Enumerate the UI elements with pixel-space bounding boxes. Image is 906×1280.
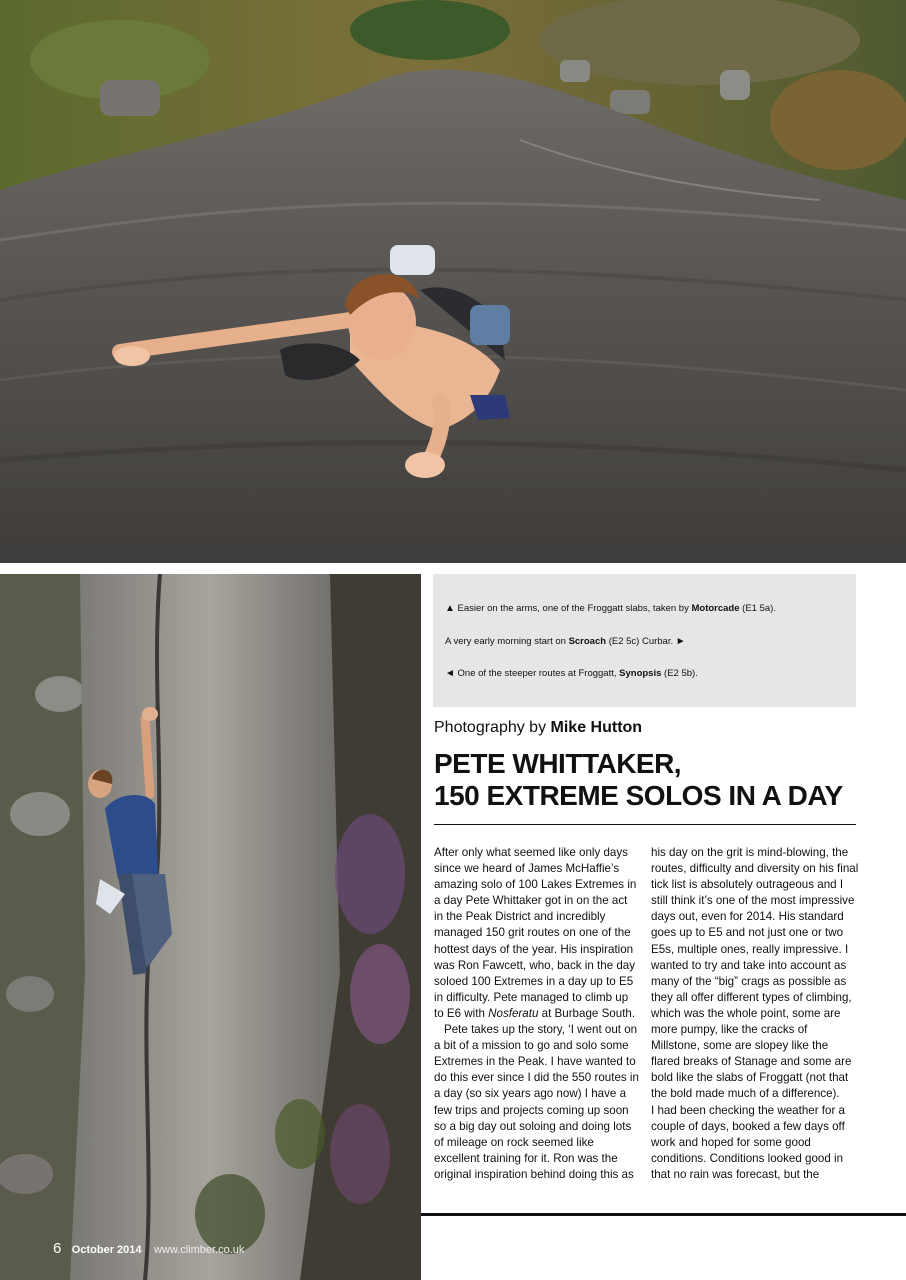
text-line: managed 150 grit routes on one of the	[434, 926, 631, 940]
text-line: I had been checking the weather for a	[651, 1103, 846, 1117]
caption-grade: (E2 5c) Curbar.	[606, 636, 674, 647]
text-line: days out, even for 2014. His standard	[651, 910, 844, 924]
text-line: in the Peak District and incredibly	[434, 910, 606, 924]
text-line: routes, difficulty and diversity on his final	[651, 862, 859, 876]
text-line: the bold made much of a difference).	[651, 1087, 840, 1101]
text-line: original inspiration behind doing this as	[434, 1167, 634, 1181]
slab-climber-illustration	[0, 0, 906, 563]
text-line: couple of days, booked a few days off	[651, 1119, 845, 1133]
caption-text: Easier on the arms, one of the Froggatt slabs, taken by	[457, 603, 692, 614]
caption-left-photo	[445, 668, 698, 679]
text-fragment: at Burbage South.	[538, 1006, 636, 1020]
body-column-1	[434, 845, 639, 1183]
photographer-name: Mike Hutton	[550, 719, 643, 736]
bottom-divider	[421, 1213, 906, 1216]
text-line: more pumpy, like the cracks of	[651, 1023, 808, 1037]
triangle-left-icon: ◄	[445, 668, 455, 679]
caption-grade: (E2 5b).	[661, 668, 698, 679]
route-name-italic: Nosferatu	[488, 1006, 539, 1020]
route-name: Synopsis	[619, 668, 662, 679]
text-line: After only what seemed like only days	[434, 846, 628, 859]
caption-right-photo	[445, 636, 686, 647]
text-line: which was the whole point, some are	[651, 1006, 841, 1020]
article-headline	[434, 748, 864, 812]
headline-line-1: PETE WHITTAKER,	[434, 748, 682, 779]
triangle-up-icon: ▲	[445, 603, 455, 614]
text-line: Extremes in the Peak. I have wanted to	[434, 1055, 636, 1069]
text-line: E5s, multiple ones, really impressive. I	[651, 942, 849, 956]
issue-date: October 2014	[71, 1244, 142, 1256]
text-line: that no rain was forecast, but the	[651, 1167, 820, 1181]
caption-text: A very early morning start on	[445, 636, 569, 647]
text-line: few trips and projects coming up soon	[434, 1103, 629, 1117]
text-line: excellent training for it. Ron was the	[434, 1151, 618, 1165]
route-name: Motorcade	[691, 603, 740, 614]
photo-credit-prefix: Photography by	[434, 719, 551, 736]
body-column-2	[651, 845, 859, 1183]
text-line: soloed 100 Extremes in a day up to E5	[434, 974, 634, 988]
photo-credit	[434, 719, 642, 737]
text-line: of mileage on rock seemed like	[434, 1135, 594, 1149]
text-line: goes up to E5 and not just one or two	[651, 926, 844, 940]
text-line: so a big day out soloing and doing lots	[434, 1119, 632, 1133]
text-line: hottest days of the year. His inspiration	[434, 942, 634, 956]
text-line: his day on the grit is mind-blowing, the	[651, 846, 849, 859]
text-line: amazing solo of 100 Lakes Extremes in	[434, 878, 637, 892]
text-line: still think it’s one of the most impressive	[651, 894, 855, 908]
page-number: 6	[53, 1240, 62, 1257]
top-climbing-photo	[0, 0, 906, 563]
text-line: tick list is absolutely outrageous and I	[651, 878, 844, 892]
text-line: do this ever since I did the 550 routes in	[434, 1071, 639, 1085]
crack-climber-illustration	[0, 574, 421, 1280]
text-line: conditions. Conditions looked good in	[651, 1151, 844, 1165]
page-footer	[53, 1240, 244, 1258]
text-line	[434, 1006, 639, 1022]
triangle-right-icon: ►	[675, 636, 686, 647]
caption-text: One of the steeper routes at Froggatt,	[457, 668, 620, 679]
text-line: a day (so six years ago now) I have a	[434, 1087, 627, 1101]
caption-grade: (E1 5a).	[739, 603, 776, 614]
text-line: work and hoped for some good	[651, 1135, 811, 1149]
route-name: Scroach	[568, 636, 607, 647]
text-line: bold like the slabs of Froggatt (not that	[651, 1071, 849, 1085]
text-line: wanted to try and take into account as	[651, 958, 847, 972]
text-line: Pete takes up the story, ‘I went out on	[444, 1023, 638, 1037]
text-line: Millstone, some are slopey like the	[651, 1039, 829, 1053]
text-line: many of the “big” crags as possible as	[651, 974, 847, 988]
text-line: a bit of a mission to go and solo some	[434, 1039, 629, 1053]
headline-line-2: 150 EXTREME SOLOS IN A DAY	[434, 780, 843, 811]
photo-captions-box	[433, 574, 856, 707]
text-line: was Ron Fawcett, who, back in the day	[434, 958, 636, 972]
text-line: a day Pete Whittaker got in on the act	[434, 894, 628, 908]
text-fragment: to E6 with	[434, 1006, 489, 1020]
text-line: in difficulty. Pete managed to climb up	[434, 990, 629, 1004]
website-url[interactable]: www.climber.co.uk	[153, 1244, 245, 1256]
headline-divider	[434, 824, 856, 825]
caption-top-photo	[445, 603, 776, 614]
text-line: flared breaks of Stanage and some are	[651, 1055, 852, 1069]
text-line: they all offer different types of climbing,	[651, 990, 852, 1004]
text-line: since we heard of James McHaffie’s	[434, 862, 620, 876]
left-climbing-photo	[0, 574, 421, 1280]
